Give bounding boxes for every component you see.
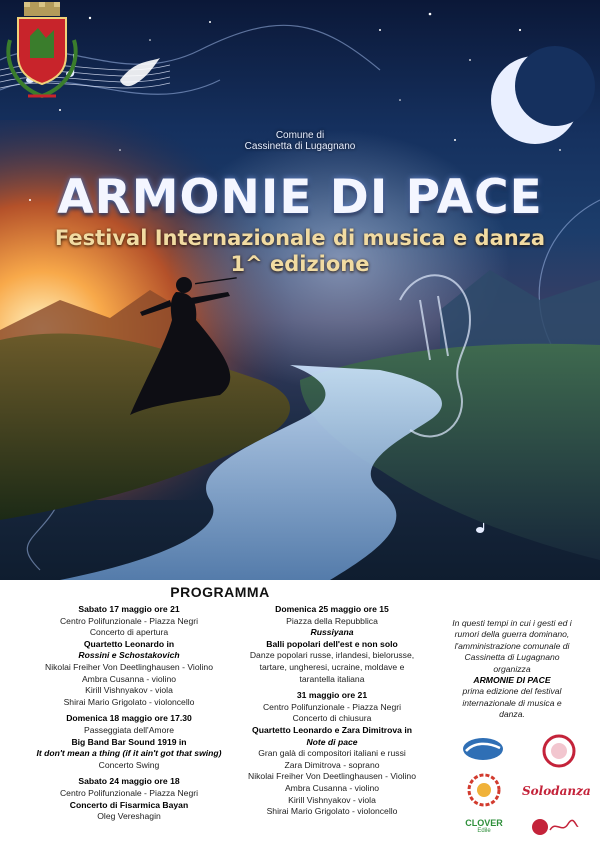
municipality-line-2: Cassinetta di Lugagnano xyxy=(244,141,356,152)
event-title: Concerto di Fisarmica Bayan xyxy=(69,799,189,810)
event-description: Concerto di apertura xyxy=(89,627,169,638)
intro-line: rumori della guerra dominano, xyxy=(454,629,570,640)
event-title: Rossini e Schostakovich xyxy=(78,650,180,661)
municipality-line-1: Comune di xyxy=(275,130,325,141)
event-description: Gran galà di compositori italiani e russi xyxy=(258,748,406,759)
event-description: tarantella italiana xyxy=(299,673,365,684)
event-place: Piazza della Repubblica xyxy=(286,615,378,626)
sponsor-logo-circle-red-icon xyxy=(538,734,580,768)
performer: Shirai Mario Grigolato - violoncello xyxy=(266,806,398,817)
intro-line: organizza xyxy=(493,663,531,674)
festival-title: ARMONIE DI PACE xyxy=(57,170,543,225)
event-place: Centro Polifunzionale - Piazza Negri xyxy=(59,615,199,626)
sponsor-logos xyxy=(460,734,590,844)
event-title: Note di pace xyxy=(306,736,358,747)
event-title: Quartetto Leonardo e Zara Dimitrova in xyxy=(252,724,412,735)
performer: Kirill Vishnyakov - viola xyxy=(288,794,376,805)
event-title: It don't mean a thing (if it ain't got that swing) xyxy=(36,748,222,759)
event-date: Sabato 24 maggio ore 18 xyxy=(78,776,180,787)
sponsor-clover xyxy=(464,818,504,834)
performer: Zara Dimitrova - soprano xyxy=(284,759,380,770)
sponsor-solodanza: Solodanza xyxy=(522,784,591,798)
program-column-2 xyxy=(232,604,432,818)
event-date: Domenica 25 maggio ore 15 xyxy=(275,604,389,614)
intro-line: danza. xyxy=(499,709,525,720)
intro-line: In questi tempi in cui i gesti ed i xyxy=(452,618,572,628)
performer: Kirill Vishnyakov - viola xyxy=(85,685,173,696)
intro-line: l'amministrazione comunale di xyxy=(454,640,570,651)
event-date: Domenica 18 maggio ore 17.30 xyxy=(66,713,192,724)
event-description: Concerto di chiusura xyxy=(292,713,372,724)
performer: Oleg Vereshagin xyxy=(97,811,161,822)
event-description: Danze popolari russe, irlandesi, bielorusse, xyxy=(249,650,415,661)
event-description: tartare, ungheresi, ucraine, moldave e xyxy=(259,661,405,672)
sponsor-clover-sub: Edile xyxy=(477,828,491,834)
intro-line: Cassinetta di Lugagnano xyxy=(464,652,560,663)
coat-of-arms-icon xyxy=(0,0,84,106)
sponsor-logo-script-icon xyxy=(530,814,580,840)
intro-line: ARMONIE DI PACE xyxy=(473,675,551,686)
festival-edition: 1^ edizione xyxy=(230,252,370,276)
program-column-1 xyxy=(30,604,228,823)
event-place: Centro Polifunzionale - Piazza Negri xyxy=(262,701,402,712)
performer: Nikolai Freiher Von Deetlinghausen - Violino xyxy=(248,771,416,782)
performer: Shirai Mario Grigolato - violoncello xyxy=(63,696,195,707)
event-title: Balli popolari dell'est e non solo xyxy=(266,638,398,649)
event-title: Big Band Bar Sound 1919 in xyxy=(71,736,187,747)
event-date: Sabato 17 maggio ore 21 xyxy=(78,604,180,614)
sponsor-logo-wave-icon xyxy=(460,734,506,764)
intro-line: prima edizione del festival xyxy=(462,686,562,697)
performer: Ambra Cusanna - violino xyxy=(81,673,177,684)
event-date: 31 maggio ore 21 xyxy=(296,690,368,701)
event-place: Passeggiata dell'Amore xyxy=(83,724,175,735)
festival-intro-text xyxy=(432,618,592,721)
event-description: Concerto Swing xyxy=(98,759,160,770)
crescent-moon-icon xyxy=(491,46,595,144)
performer: Ambra Cusanna - violino xyxy=(284,782,380,793)
intro-line: internazionale di musica e xyxy=(462,697,562,708)
festival-subtitle: Festival Internazionale di musica e danza xyxy=(54,226,546,250)
performer: Nikolai Freiher Von Deetlinghausen - Violino xyxy=(45,661,213,672)
event-place: Centro Polifunzionale - Piazza Negri xyxy=(59,787,199,798)
municipality-name xyxy=(220,130,380,152)
program-heading: PROGRAMMA xyxy=(170,584,270,600)
event-title: Quartetto Leonardo in xyxy=(83,638,175,649)
sponsor-clover-name: CLOVER xyxy=(465,818,503,828)
sponsor-logo-gear-icon xyxy=(466,772,502,808)
event-title: Russiyana xyxy=(310,627,354,638)
